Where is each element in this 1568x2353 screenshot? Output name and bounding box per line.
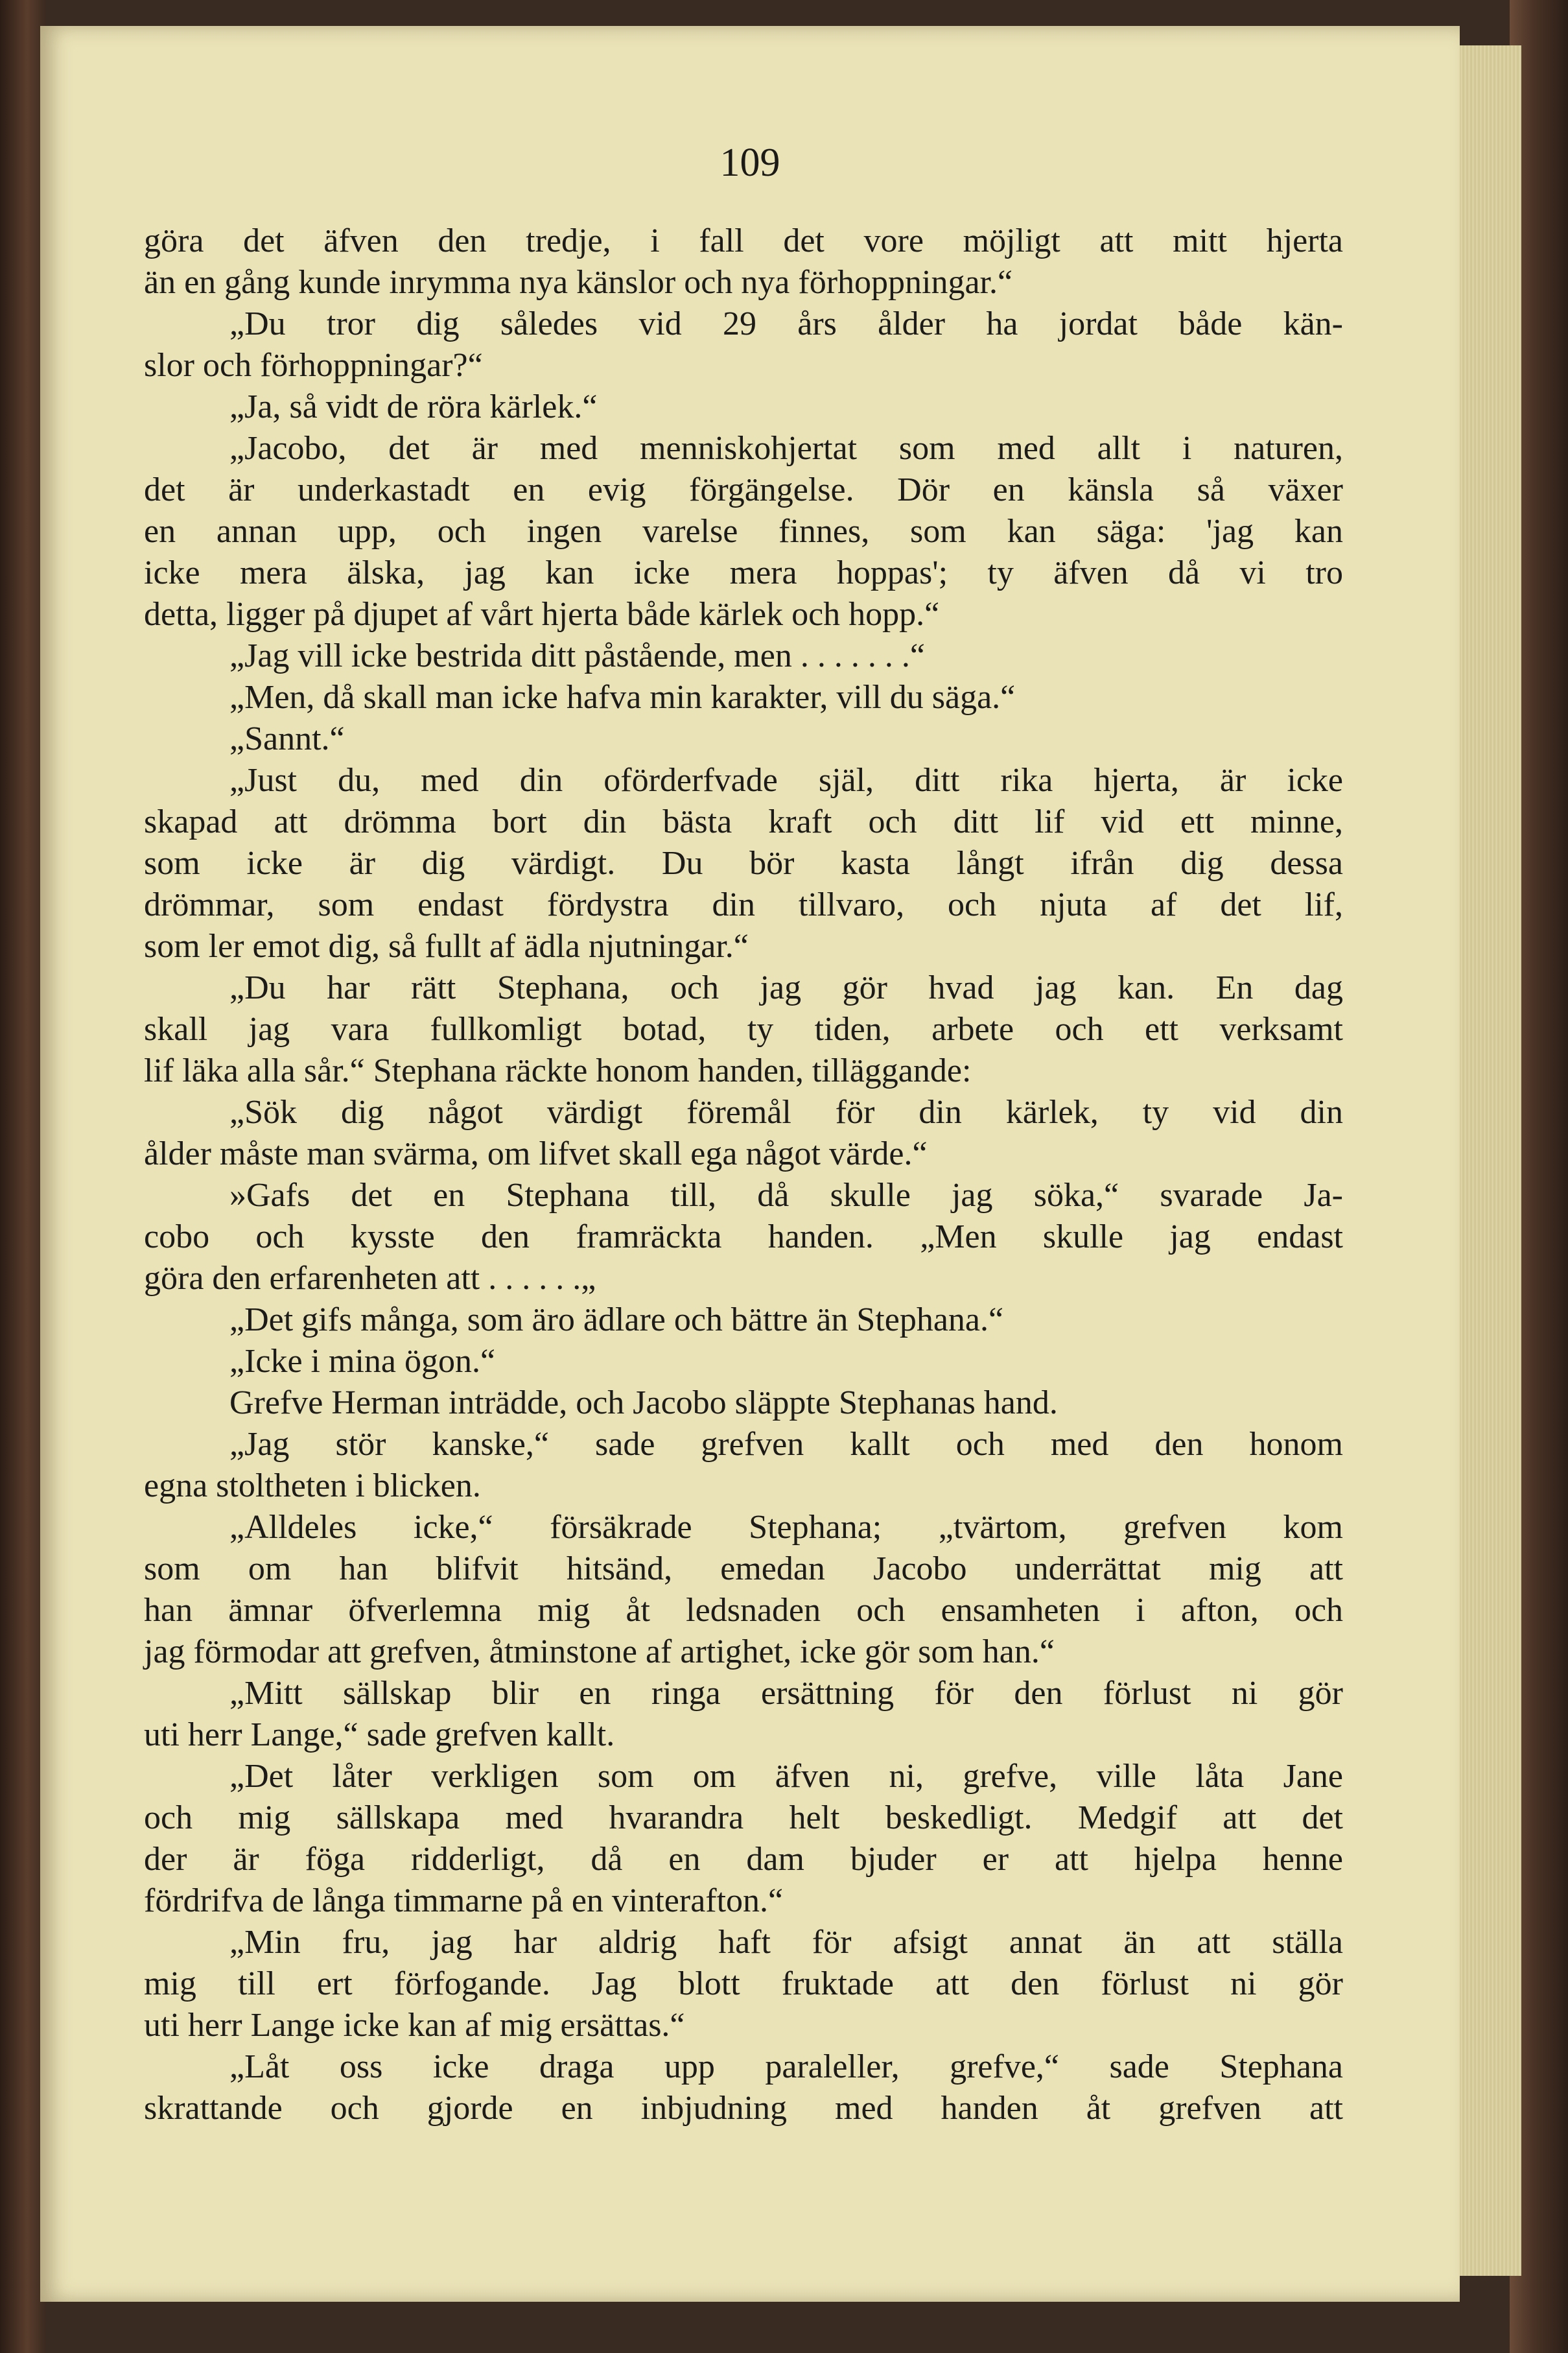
text-line: drömmar, som endast fördystra din tillvaro, och njuta af det lif, — [144, 886, 1343, 923]
text-line: „Sannt.“ — [229, 720, 345, 757]
text-line: mig till ert förfogande. Jag blott fruktade att den förlust ni gör — [144, 1965, 1343, 2002]
text-line: „Det gifs många, som äro ädlare och bättre än Stephana.“ — [229, 1301, 1004, 1338]
text-line: skall jag vara fullkomligt botad, ty tiden, arbete och ett verksamt — [144, 1011, 1343, 1048]
text-line: och mig sällskapa med hvarandra helt beskedligt. Medgif att det — [144, 1799, 1343, 1836]
text-line: „Jacobo, det är med menniskohjertat som med allt i naturen, — [229, 430, 1343, 467]
text-line: der är föga ridderligt, då en dam bjuder er att hjelpa henne — [144, 1841, 1343, 1878]
text-line: det är underkastadt en evig förgängelse. Dör en känsla så växer — [144, 471, 1343, 508]
text-line: „Sök dig något värdigt föremål för din kärlek, ty vid din — [229, 1094, 1343, 1131]
text-line: „Icke i mina ögon.“ — [229, 1343, 496, 1380]
text-line: uti herr Lange,“ sade grefven kallt. — [144, 1716, 615, 1753]
text-line: en annan upp, och ingen varelse finnes, som kan säga: 'jag kan — [144, 513, 1343, 550]
text-line: icke mera älska, jag kan icke mera hoppas'; ty äfven då vi tro — [144, 554, 1343, 591]
text-line: än en gång kunde inrymma nya känslor och nya förhoppningar.“ — [144, 264, 1013, 301]
text-line: han ämnar öfverlemna mig åt ledsnaden och ensamheten i afton, och — [144, 1592, 1343, 1629]
text-line: „Låt oss icke draga upp paraleller, grefve,“ sade Stephana — [229, 2048, 1343, 2085]
text-line: „Ja, så vidt de röra kärlek.“ — [229, 388, 598, 425]
text-line: skrattande och gjorde en inbjudning med handen åt grefven att — [144, 2090, 1343, 2127]
text-line: uti herr Lange icke kan af mig ersättas.“ — [144, 2007, 685, 2044]
text-line: Grefve Herman inträdde, och Jacobo släppte Stephanas hand. — [229, 1384, 1058, 1421]
book-page — [40, 26, 1460, 2302]
text-line: „Just du, med din oförderfvade själ, ditt rika hjerta, är icke — [229, 762, 1343, 799]
book-cover-left — [0, 0, 45, 2353]
text-line: lif läka alla sår.“ Stephana räckte honom handen, tilläggande: — [144, 1052, 972, 1089]
text-line: ålder måste man svärma, om lifvet skall ega något värde.“ — [144, 1135, 928, 1172]
text-line: som om han blifvit hitsänd, emedan Jacobo underrättat mig att — [144, 1550, 1343, 1587]
text-line: »Gafs det en Stephana till, då skulle jag söka,“ svarade Ja- — [229, 1177, 1343, 1214]
text-line: „Alldeles icke,“ försäkrade Stephana; „tvärtom, grefven kom — [229, 1509, 1343, 1546]
text-line: „Jag vill icke bestrida ditt påstående, men . . . . . . .“ — [229, 637, 925, 674]
text-line: fördrifva de långa timmarne på en vinterafton.“ — [144, 1882, 784, 1919]
text-line: som ler emot dig, så fullt af ädla njutningar.“ — [144, 928, 749, 965]
text-line: „Du tror dig således vid 29 års ålder ha jordat både kän- — [229, 305, 1343, 342]
page-number: 109 — [720, 141, 780, 185]
text-line: „Du har rätt Stephana, och jag gör hvad jag kan. En dag — [229, 969, 1343, 1006]
text-line: göra den erfarenheten att . . . . . .„ — [144, 1260, 596, 1297]
text-line: cobo och kysste den framräckta handen. „Men skulle jag endast — [144, 1218, 1343, 1255]
text-line: detta, ligger på djupet af vårt hjerta både kärlek och hopp.“ — [144, 596, 940, 633]
text-line: „Men, då skall man icke hafva min karakter, vill du säga.“ — [229, 679, 1016, 716]
text-line: slor och förhoppningar?“ — [144, 347, 483, 384]
text-line: „Det låter verkligen som om äfven ni, grefve, ville låta Jane — [229, 1758, 1343, 1795]
text-line: jag förmodar att grefven, åtminstone af artighet, icke gör som han.“ — [144, 1633, 1055, 1670]
page-text — [144, 220, 1343, 2129]
text-line: „Min fru, jag har aldrig haft för afsigt annat än att ställa — [229, 1924, 1343, 1961]
text-line: „Jag stör kanske,“ sade grefven kallt och med den honom — [229, 1426, 1343, 1463]
text-line: som icke är dig värdigt. Du bör kasta långt ifrån dig dessa — [144, 845, 1343, 882]
text-line: egna stoltheten i blicken. — [144, 1467, 481, 1504]
text-line: göra det äfven den tredje, i fall det vore möjligt att mitt hjerta — [144, 222, 1343, 259]
text-line: skapad att drömma bort din bästa kraft och ditt lif vid ett minne, — [144, 803, 1343, 840]
text-line: „Mitt sällskap blir en ringa ersättning för den förlust ni gör — [229, 1675, 1343, 1712]
